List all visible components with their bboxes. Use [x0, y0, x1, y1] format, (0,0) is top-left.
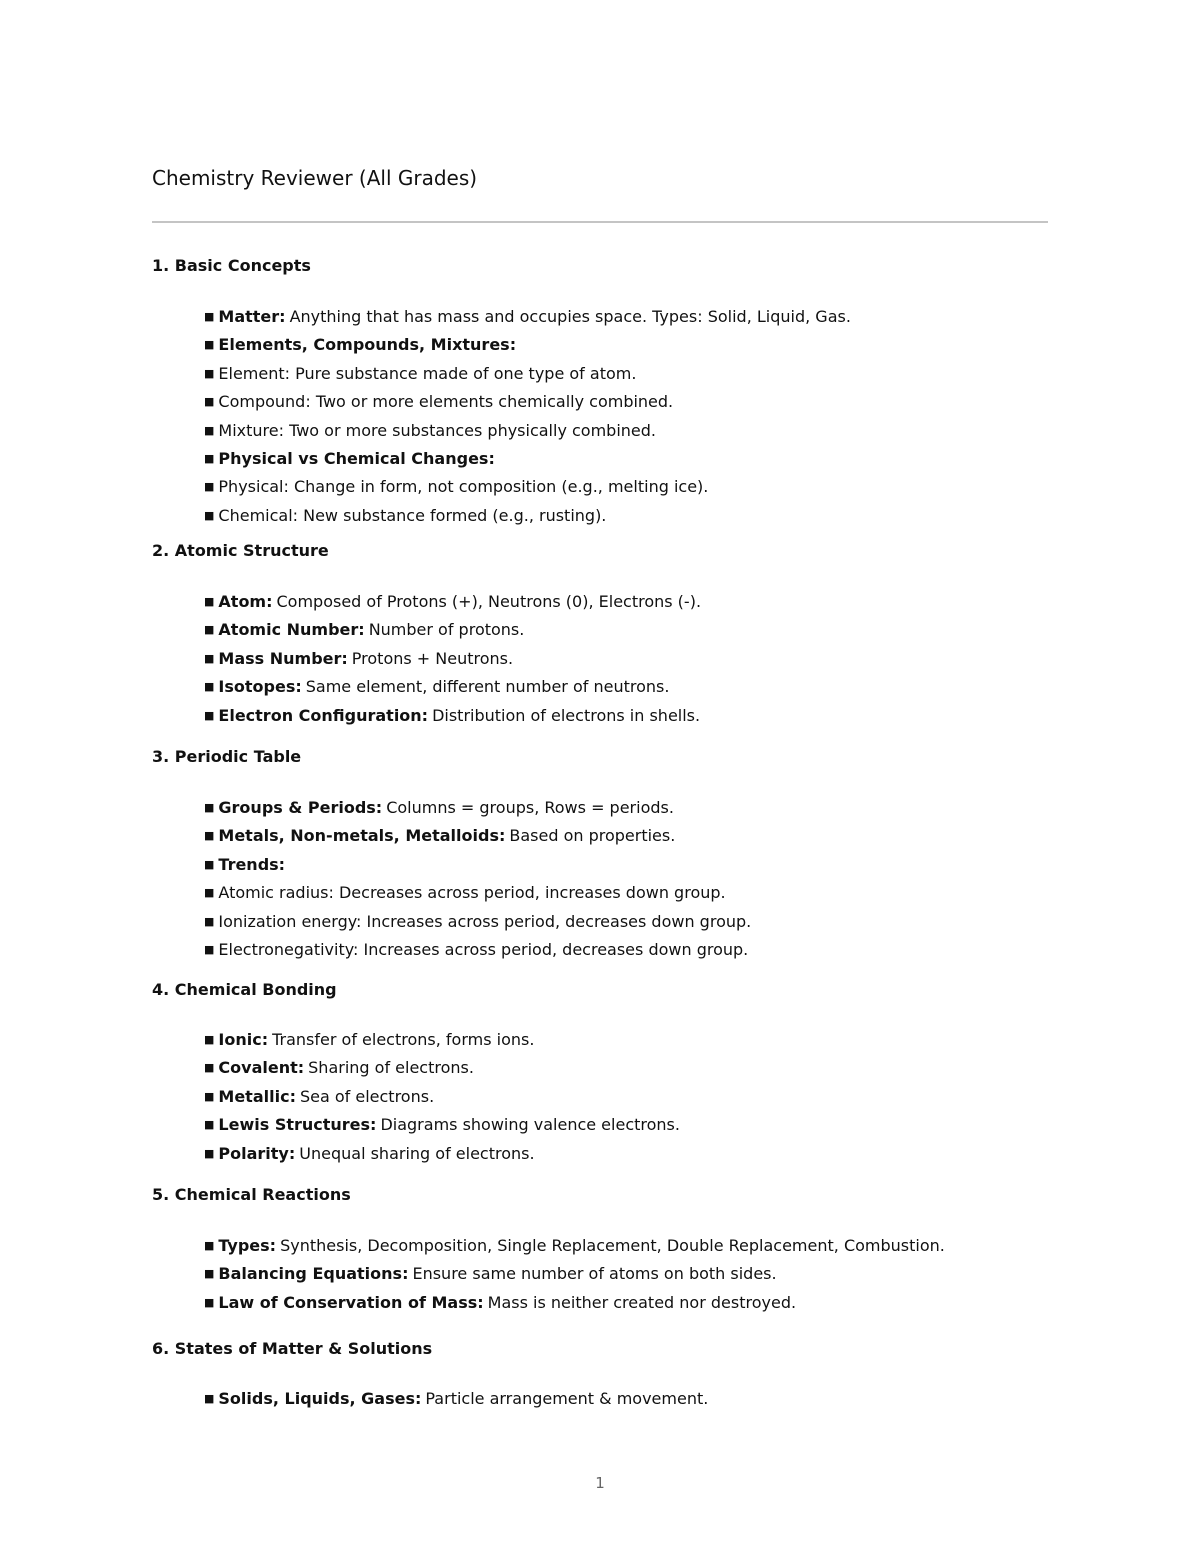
- bullet-icon: ■: [204, 886, 215, 900]
- bullet-icon: ■: [204, 1239, 215, 1252]
- bullet-icon: ■: [204, 1295, 215, 1309]
- item-text: Same element, different number of neutrons.: [305, 677, 670, 697]
- item-text: Unequal sharing of electrons.: [299, 1143, 535, 1163]
- list-item: [204, 503, 851, 531]
- list-item: [204, 1233, 945, 1261]
- bullet-icon: ■: [204, 310, 215, 323]
- list-item: [204, 674, 701, 702]
- list-item: [204, 909, 751, 937]
- item-text: Based on properties.: [509, 826, 676, 846]
- item-text: Synthesis, Decomposition, Single Replacement, Double Replacement, Combustion.: [280, 1236, 945, 1255]
- item-text: Protons + Neutrons.: [351, 648, 514, 668]
- item-text: Diagrams showing valence electrons.: [380, 1115, 680, 1135]
- bullet-icon: ■: [204, 1146, 215, 1160]
- list-item: [204, 418, 851, 446]
- item-text: Physical: Change in form, not composition (e.g., melting ice).: [218, 477, 709, 497]
- list-item: [204, 304, 851, 332]
- item-term: Atom:: [218, 592, 273, 611]
- bullet-icon: ■: [204, 1089, 215, 1103]
- item-term: Trends:: [218, 854, 286, 874]
- item-text: Particle arrangement & movement.: [425, 1389, 709, 1408]
- item-text: Element: Pure substance made of one type of atom.: [218, 363, 637, 383]
- list-item: [204, 589, 701, 617]
- item-text: Compound: Two or more elements chemically combined.: [218, 392, 674, 412]
- item-term: Types:: [218, 1236, 277, 1255]
- document-page: [152, 0, 1048, 1553]
- section-heading-states-of-matter: 6. States of Matter & Solutions: [152, 1339, 433, 1358]
- list-item: [204, 703, 701, 731]
- list-item: [204, 332, 851, 360]
- section-list-chemical-reactions: [204, 1233, 945, 1318]
- list-item: [204, 1290, 945, 1318]
- item-term: Electron Configuration:: [218, 705, 429, 725]
- item-term: Physical vs Chemical Changes:: [218, 449, 495, 469]
- list-item: [204, 389, 851, 417]
- bullet-icon: ■: [204, 1033, 215, 1046]
- section-heading-chemical-reactions: 5. Chemical Reactions: [152, 1185, 351, 1204]
- section-list-chemical-bonding: [204, 1027, 680, 1169]
- section-heading-periodic-table: 3. Periodic Table: [152, 747, 302, 766]
- item-text: Ensure same number of atoms on both sides.: [412, 1264, 777, 1284]
- item-term: Solids, Liquids, Gases:: [218, 1389, 422, 1408]
- list-item: [204, 823, 751, 851]
- bullet-icon: ■: [204, 857, 215, 871]
- bullet-icon: ■: [204, 708, 215, 722]
- item-text: Composed of Protons (+), Neutrons (0), Electrons (-).: [276, 592, 702, 611]
- page-title: Chemistry Reviewer (All Grades): [152, 166, 478, 190]
- list-item: [204, 880, 751, 908]
- item-text: Columns = groups, Rows = periods.: [386, 798, 674, 817]
- section-list-atomic-structure: [204, 589, 701, 731]
- item-text: Mixture: Two or more substances physically combined.: [218, 420, 656, 440]
- bullet-icon: ■: [204, 508, 215, 522]
- item-text: Sea of electrons.: [299, 1086, 435, 1106]
- item-term: Elements, Compounds, Mixtures:: [218, 335, 517, 355]
- bullet-icon: ■: [204, 395, 215, 409]
- list-item: [204, 1141, 680, 1169]
- list-item: [204, 1386, 708, 1414]
- section-list-basic-concepts: [204, 304, 851, 531]
- item-term: Groups & Periods:: [218, 798, 383, 817]
- bullet-icon: ■: [204, 829, 215, 843]
- section-list-periodic-table: [204, 795, 751, 965]
- list-item: [204, 795, 751, 823]
- bullet-icon: ■: [204, 452, 215, 466]
- list-item: [204, 617, 701, 645]
- bullet-icon: ■: [204, 651, 215, 665]
- bullet-icon: ■: [204, 914, 215, 928]
- bullet-icon: ■: [204, 1392, 215, 1405]
- item-text: Transfer of electrons, forms ions.: [272, 1030, 535, 1049]
- item-term: Matter:: [218, 307, 286, 326]
- bullet-icon: ■: [204, 680, 215, 694]
- item-term: Law of Conservation of Mass:: [218, 1292, 484, 1312]
- list-item: [204, 1261, 945, 1289]
- item-text: Mass is neither created nor destroyed.: [487, 1292, 797, 1312]
- bullet-icon: ■: [204, 1118, 215, 1132]
- list-item: [204, 361, 851, 389]
- item-text: Chemical: New substance formed (e.g., rusting).: [218, 505, 607, 525]
- item-text: Anything that has mass and occupies space. Types: Solid, Liquid, Gas.: [289, 307, 851, 326]
- bullet-icon: ■: [204, 801, 215, 814]
- item-text: Sharing of electrons.: [308, 1058, 474, 1078]
- list-item: [204, 1084, 680, 1112]
- item-text: Atomic radius: Decreases across period, increases down group.: [218, 883, 726, 903]
- item-term: Polarity:: [218, 1143, 296, 1163]
- item-term: Isotopes:: [218, 677, 302, 697]
- bullet-icon: ■: [204, 338, 215, 352]
- bullet-icon: ■: [204, 480, 215, 494]
- item-term: Atomic Number:: [218, 620, 365, 640]
- bullet-icon: ■: [204, 1061, 215, 1075]
- item-text: Ionization energy: Increases across period, decreases down group.: [218, 911, 752, 931]
- section-heading-chemical-bonding: 4. Chemical Bonding: [152, 980, 337, 999]
- list-item: [204, 852, 751, 880]
- bullet-icon: ■: [204, 423, 215, 437]
- list-item: [204, 1112, 680, 1140]
- item-term: Balancing Equations:: [218, 1264, 409, 1284]
- item-term: Metallic:: [218, 1086, 296, 1106]
- bullet-icon: ■: [204, 943, 215, 957]
- list-item: [204, 646, 701, 674]
- item-text: Number of protons.: [368, 620, 525, 640]
- list-item: [204, 1055, 680, 1083]
- section-list-states-of-matter: [204, 1386, 708, 1414]
- bullet-icon: ■: [204, 623, 215, 637]
- item-term: Covalent:: [218, 1058, 305, 1078]
- list-item: [204, 1027, 680, 1055]
- item-term: Metals, Non-metals, Metalloids:: [218, 826, 506, 846]
- section-heading-atomic-structure: 2. Atomic Structure: [152, 541, 329, 560]
- bullet-icon: ■: [204, 366, 215, 380]
- title-divider: [152, 221, 1048, 223]
- section-heading-basic-concepts: 1. Basic Concepts: [152, 256, 311, 275]
- bullet-icon: ■: [204, 1267, 215, 1281]
- item-term: Lewis Structures:: [218, 1115, 377, 1135]
- list-item: [204, 474, 851, 502]
- bullet-icon: ■: [204, 595, 215, 608]
- item-text: Distribution of electrons in shells.: [432, 705, 701, 725]
- list-item: [204, 446, 851, 474]
- item-term: Ionic:: [218, 1030, 269, 1049]
- list-item: [204, 937, 751, 965]
- item-text: Electronegativity: Increases across period, decreases down group.: [218, 940, 749, 960]
- page-number: 1: [595, 1474, 605, 1492]
- item-term: Mass Number:: [218, 648, 348, 668]
